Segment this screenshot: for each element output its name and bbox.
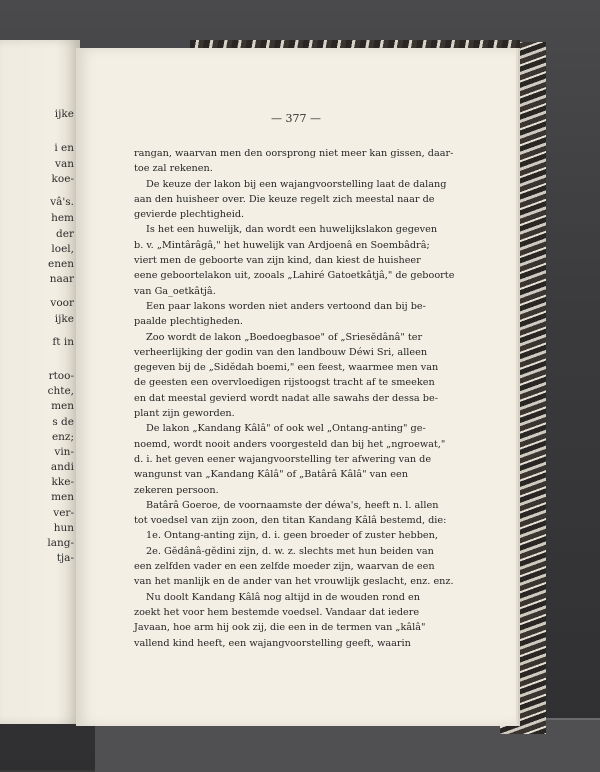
text-line: 2e. Gĕdânâ-gĕdini zijn, d. w. z. slechts met hun beiden van: [146, 545, 434, 557]
right-page: [76, 48, 516, 726]
text-line: van Ga_oetkâtjâ.: [134, 285, 216, 297]
left-page-fragment: rtoo-: [48, 370, 74, 382]
left-page: [0, 40, 80, 724]
text-line: Batârâ Goeroe, de voornaamste der déwa's, heeft n. l. allen: [146, 499, 439, 511]
text-line: tot voedsel van zijn zoon, den titan Kandang Kâlâ bestemd, die:: [134, 515, 447, 527]
text-line: verheerlijking der godin van den landbouw Déwi Sri, alleen: [134, 346, 428, 358]
left-page-fragment: voor: [50, 297, 74, 309]
left-page-fragment: hun: [53, 522, 74, 534]
text-line: een zelfden vader en een zelfde moeder zijn, waarvan de een: [134, 561, 435, 573]
left-page-fragment: enen: [48, 258, 74, 270]
text-line: De lakon „Kandang Kâlâ" of ook wel „Ontang-anting" ge-: [146, 423, 426, 435]
text-line: eene geboortelakon uit, zooals „Lahiré Gatoetkâtjâ," de geboorte: [134, 270, 455, 282]
text-line: van het manlijk en de ander van het vrouwlijk geslacht, enz. enz.: [134, 576, 454, 588]
text-line: d. i. het geven eener wajangvoorstelling ter afwering van de: [134, 453, 432, 465]
text-line: paalde plechtigheden.: [134, 316, 243, 328]
left-page-fragment: vâ's.: [50, 196, 74, 208]
left-page-fragment: ft in: [52, 336, 74, 348]
text-line: en dat meestal gevierd wordt nadat alle sawahs der dessa be-: [134, 392, 438, 404]
left-page-fragment: ver-: [53, 507, 74, 519]
left-page-fragment: hem: [51, 212, 74, 224]
text-line: rangan, waarvan men den oorsprong niet meer kan gissen, daar-: [134, 148, 454, 159]
body-text: [134, 146, 488, 651]
left-page-fragment: loel,: [51, 243, 74, 255]
left-page-fragment: lang-: [47, 537, 74, 549]
left-page-fragment: i en: [54, 142, 74, 154]
text-line: viert men de geboorte van zijn kind, dan kiest de huisheer: [134, 255, 421, 267]
left-page-fragment: van: [55, 158, 74, 170]
text-line: aan den huisheer over. Die keuze regelt zich meestal naar de: [134, 193, 435, 205]
left-page-fragment: ijke: [54, 313, 74, 325]
text-line: Een paar lakons worden niet anders vertoond dan bij be-: [146, 300, 426, 312]
text-line: Nu doolt Kandang Kâlâ nog altijd in de wouden rond en: [146, 591, 420, 603]
text-line: de geesten een overvloedigen rijstoogst tracht af te smeeken: [134, 377, 435, 389]
left-page-fragment: vin-: [54, 446, 74, 458]
text-line: Is het een huwelijk, dan wordt een huwelijkslakon gegeven: [146, 224, 438, 236]
text-line: toe zal rekenen.: [134, 163, 213, 175]
left-page-fragment: koe-: [51, 173, 74, 185]
left-page-fragment: chte,: [47, 385, 74, 397]
text-line: plant zijn geworden.: [134, 408, 235, 420]
left-page-fragment: men: [51, 491, 74, 503]
left-page-fragment: tja-: [56, 552, 74, 564]
text-line: b. v. „Mintârâgâ," het huwelijk van Ardjoenâ en Soembâdrâ;: [134, 239, 430, 251]
left-page-fragment: ijke: [54, 108, 74, 120]
text-line: vallend kind heeft, een wajangvoorstelling geeft, waarin: [134, 637, 411, 649]
text-line: zoekt het voor hem bestemde voedsel. Vandaar dat iedere: [134, 606, 420, 618]
left-page-fragment: kke-: [51, 476, 74, 488]
page-number: — 377 —: [271, 112, 321, 125]
text-line: De keuze der lakon bij een wajangvoorstelling laat de dalang: [146, 178, 447, 190]
text-line: noemd, wordt nooit anders voorgesteld dan bij het „ngroewat,": [134, 438, 446, 450]
left-page-fragment: men: [51, 400, 74, 412]
left-page-fragment: der: [56, 228, 74, 240]
left-page-fragment: andi: [50, 461, 74, 473]
left-page-fragment: naar: [49, 273, 74, 285]
text-line: 1e. Ontang-anting zijn, d. i. geen broeder of zuster hebben,: [146, 530, 438, 542]
text-line: Zoo wordt de lakon „Boedoegbasoe" of „Sriesĕdânâ" ter: [146, 331, 423, 343]
text-line: wangunst van „Kandang Kâlâ" of „Batârâ Kâlâ" van een: [134, 469, 408, 481]
text-line: gegeven bij de „Sidĕdah boemi," een feest, waarmee men van: [134, 362, 439, 374]
text-line: Javaan, hoe arm hij ook zij, die een in de termen van „kâlâ": [134, 622, 426, 634]
text-line: gevierde plechtigheid.: [134, 209, 245, 221]
left-page-fragment: enz;: [51, 431, 74, 443]
left-page-fragment: s de: [52, 416, 74, 428]
text-line: zekeren persoon.: [134, 484, 219, 496]
